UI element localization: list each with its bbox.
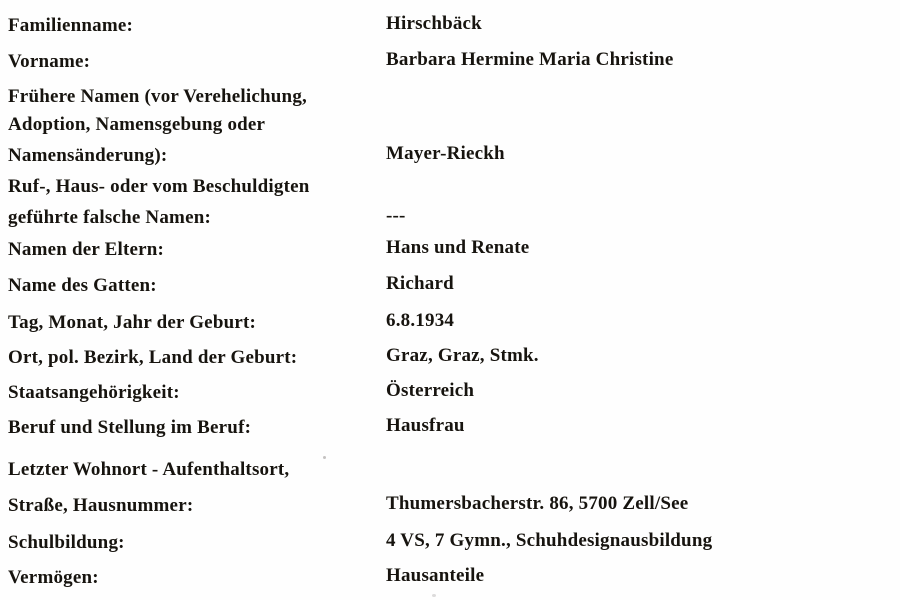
form-line-fruehere-namen-1 bbox=[0, 85, 900, 109]
form-line-fruehere-namen-2 bbox=[0, 113, 900, 137]
field-label: Namensänderung): bbox=[8, 145, 168, 166]
scan-speck bbox=[432, 594, 436, 597]
field-value: Graz, Graz, Stmk. bbox=[386, 345, 539, 366]
field-label: Tag, Monat, Jahr der Geburt: bbox=[8, 312, 257, 333]
form-line-falsche-namen-2 bbox=[0, 206, 900, 230]
form-line-wohnort-1 bbox=[0, 458, 900, 482]
field-value: Barbara Hermine Maria Christine bbox=[386, 49, 674, 70]
form-line-familienname bbox=[0, 14, 900, 38]
field-value: Mayer-Rieckh bbox=[386, 143, 505, 164]
field-label: Schulbildung: bbox=[8, 532, 125, 553]
form-line-schulbildung bbox=[0, 531, 900, 555]
field-label: Vorname: bbox=[8, 51, 91, 72]
form-line-staatsangehoerigkeit bbox=[0, 381, 900, 405]
field-label: Familienname: bbox=[8, 15, 134, 36]
form-line-falsche-namen-1 bbox=[0, 175, 900, 199]
field-label: Staatsangehörigkeit: bbox=[8, 382, 180, 403]
field-value: Richard bbox=[386, 273, 454, 294]
field-label: geführte falsche Namen: bbox=[8, 207, 211, 228]
form-line-vorname bbox=[0, 50, 900, 74]
field-label: Name des Gatten: bbox=[8, 275, 157, 296]
field-label: Letzter Wohnort - Aufenthaltsort, bbox=[8, 459, 290, 480]
form-line-gatte bbox=[0, 274, 900, 298]
form-line-wohnort-2 bbox=[0, 494, 900, 518]
field-label: Ort, pol. Bezirk, Land der Geburt: bbox=[8, 347, 298, 368]
field-label: Beruf und Stellung im Beruf: bbox=[8, 417, 252, 438]
field-label: Frühere Namen (vor Verehelichung, bbox=[8, 86, 307, 107]
field-value: Hausfrau bbox=[386, 415, 465, 436]
field-label: Ruf-, Haus- oder vom Beschuldigten bbox=[8, 176, 310, 197]
field-value: Hausanteile bbox=[386, 565, 485, 586]
scan-speck bbox=[323, 456, 326, 459]
field-value: Österreich bbox=[386, 380, 475, 401]
field-value: --- bbox=[386, 205, 406, 226]
form-line-vermoegen bbox=[0, 566, 900, 590]
field-value: Hans und Renate bbox=[386, 237, 530, 258]
form-line-beruf bbox=[0, 416, 900, 440]
field-label: Namen der Eltern: bbox=[8, 239, 165, 260]
form-line-eltern bbox=[0, 238, 900, 262]
form-line-geburtsdatum bbox=[0, 311, 900, 335]
form-line-geburtsort bbox=[0, 346, 900, 370]
field-value: 4 VS, 7 Gymn., Schuhdesignausbildung bbox=[386, 530, 713, 551]
field-value: 6.8.1934 bbox=[386, 310, 455, 331]
form-line-fruehere-namen-3 bbox=[0, 144, 900, 168]
field-value: Thumersbacherstr. 86, 5700 Zell/See bbox=[386, 493, 689, 514]
field-label: Adoption, Namensgebung oder bbox=[8, 114, 266, 135]
field-label: Straße, Hausnummer: bbox=[8, 495, 194, 516]
field-value: Hirschbäck bbox=[386, 13, 482, 34]
field-label: Vermögen: bbox=[8, 567, 99, 588]
